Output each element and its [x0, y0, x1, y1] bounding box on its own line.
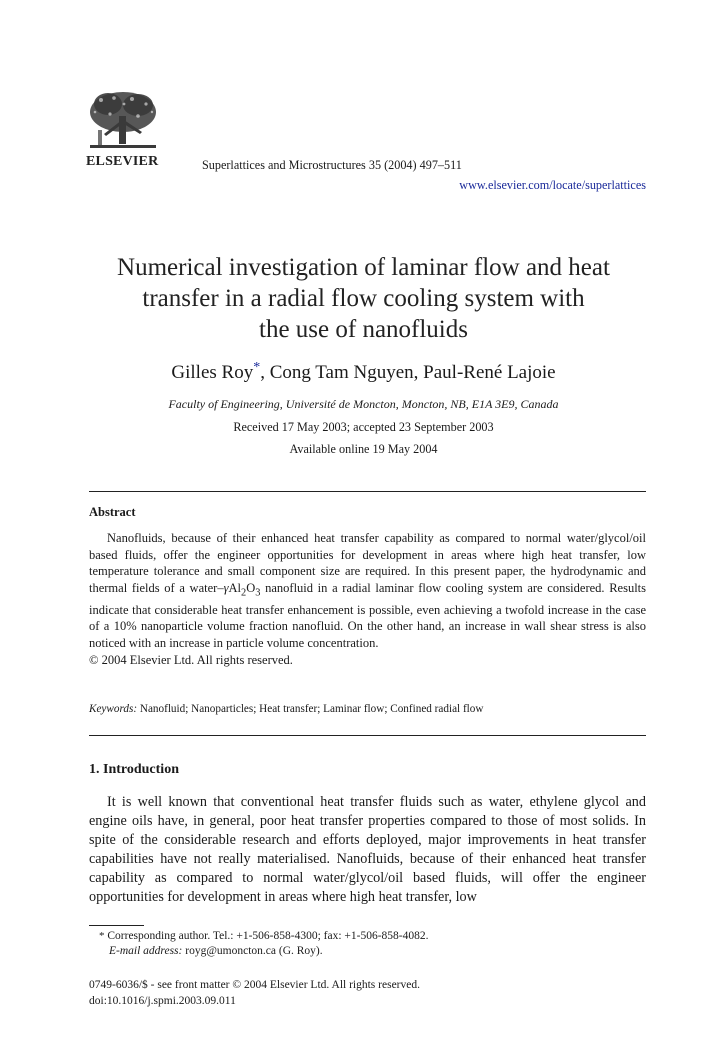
keywords-line — [89, 703, 646, 715]
formula-sub-3: 3 — [255, 587, 261, 599]
footnote-contact: Corresponding author. Tel.: +1-506-858-4300; fax: +1-506-858-4082. — [104, 930, 429, 942]
footnote-line-2 — [99, 944, 429, 959]
footnote-line-1 — [99, 929, 429, 944]
corresponding-author-link[interactable]: * — [253, 360, 261, 375]
journal-citation: Superlattices and Microstructures 35 (2004) 497–511 — [202, 158, 462, 172]
affiliation: Faculty of Engineering, Université de Moncton, Moncton, NB, E1A 3E9, Canada — [168, 397, 559, 411]
paper-title — [80, 252, 647, 345]
abstract-heading: Abstract — [89, 505, 136, 519]
footnote-rule — [89, 925, 144, 926]
title-line-1: Numerical investigation of laminar flow and heat — [117, 254, 610, 281]
abstract-bottom-rule — [89, 735, 646, 736]
author-list — [80, 362, 647, 384]
formula-o: O — [246, 580, 256, 595]
publisher-name: ELSEVIER — [86, 154, 159, 169]
abstract-text-part2: nanofluid in a radial laminar flow cooling system are considered. Results indicate that considerable heat transfer enhancement is possible, even achieving a twofold increase in the case of a 10% nanoparticle volume fraction nanofluid. On the other hand, an increase in wall shear stress is also noticed with an increase in particle volume concentration. — [89, 580, 647, 651]
author-names-rest: , Cong Tam Nguyen, Paul-René Lajoie — [260, 362, 556, 383]
journal-url-link[interactable]: www.elsevier.com/locate/superlattices — [459, 178, 646, 192]
received-dates: Received 17 May 2003; accepted 23 September 2003 — [233, 420, 494, 434]
front-matter — [89, 978, 420, 1009]
footnote — [99, 929, 429, 959]
email-suffix: (G. Roy). — [275, 945, 323, 957]
abstract-body — [89, 530, 646, 668]
title-line-2: transfer in a radial flow cooling system with — [142, 285, 585, 312]
author-name-roy: Gilles Roy — [171, 362, 254, 383]
gamma-symbol: γ — [223, 580, 229, 595]
formula-sub-2: 2 — [241, 587, 247, 599]
tree-logo-graphic — [86, 90, 160, 154]
online-date: Available online 19 May 2004 — [289, 442, 438, 456]
doi-line: doi:10.1016/j.spmi.2003.09.011 — [89, 994, 236, 1007]
formula-al: Al — [228, 580, 242, 595]
abstract-top-rule — [89, 491, 646, 492]
email-label: E-mail address: — [109, 945, 183, 957]
title-line-3: the use of nanofluids — [259, 316, 468, 343]
section-heading-introduction: 1. Introduction — [89, 762, 179, 777]
issn-line: 0749-6036/$ - see front matter © 2004 Elsevier Ltd. All rights reserved. — [89, 979, 420, 991]
abstract-text-part1: Nanofluids, because of their enhanced heat transfer capability as compared to normal water/glycol/oil based fluids, offer the engineer opportunities for development in areas where high heat transfer, low temperature tolerance and small component size are required. In this present paper, the hydrodynamic and thermal fields of a water– — [89, 531, 646, 595]
introduction-body — [89, 793, 646, 907]
keywords-text: Nanofluid; Nanoparticles; Heat transfer; Laminar flow; Confined radial flow — [137, 703, 484, 715]
footnote-mark: * — [99, 930, 105, 942]
abstract-paragraph — [89, 530, 646, 652]
keywords-label: Keywords: — [89, 703, 138, 715]
introduction-paragraph: It is well known that conventional heat transfer fluids such as water, ethylene glycol and engine oils have, in general, poor heat transfer properties compared to those of most solids. In spite of the considerable research and efforts deployed, major improvements in heat transfer capabilities have not really materialised. Nanofluids, because of their enhanced heat transfer capability as compared to normal water/glycol/oil based fluids, will offer the engineer opportunities for development in areas where high heat transfer, low — [89, 794, 646, 905]
abstract-copyright: © 2004 Elsevier Ltd. All rights reserved. — [89, 652, 293, 667]
email-address[interactable]: royg@umoncton.ca — [182, 945, 276, 957]
